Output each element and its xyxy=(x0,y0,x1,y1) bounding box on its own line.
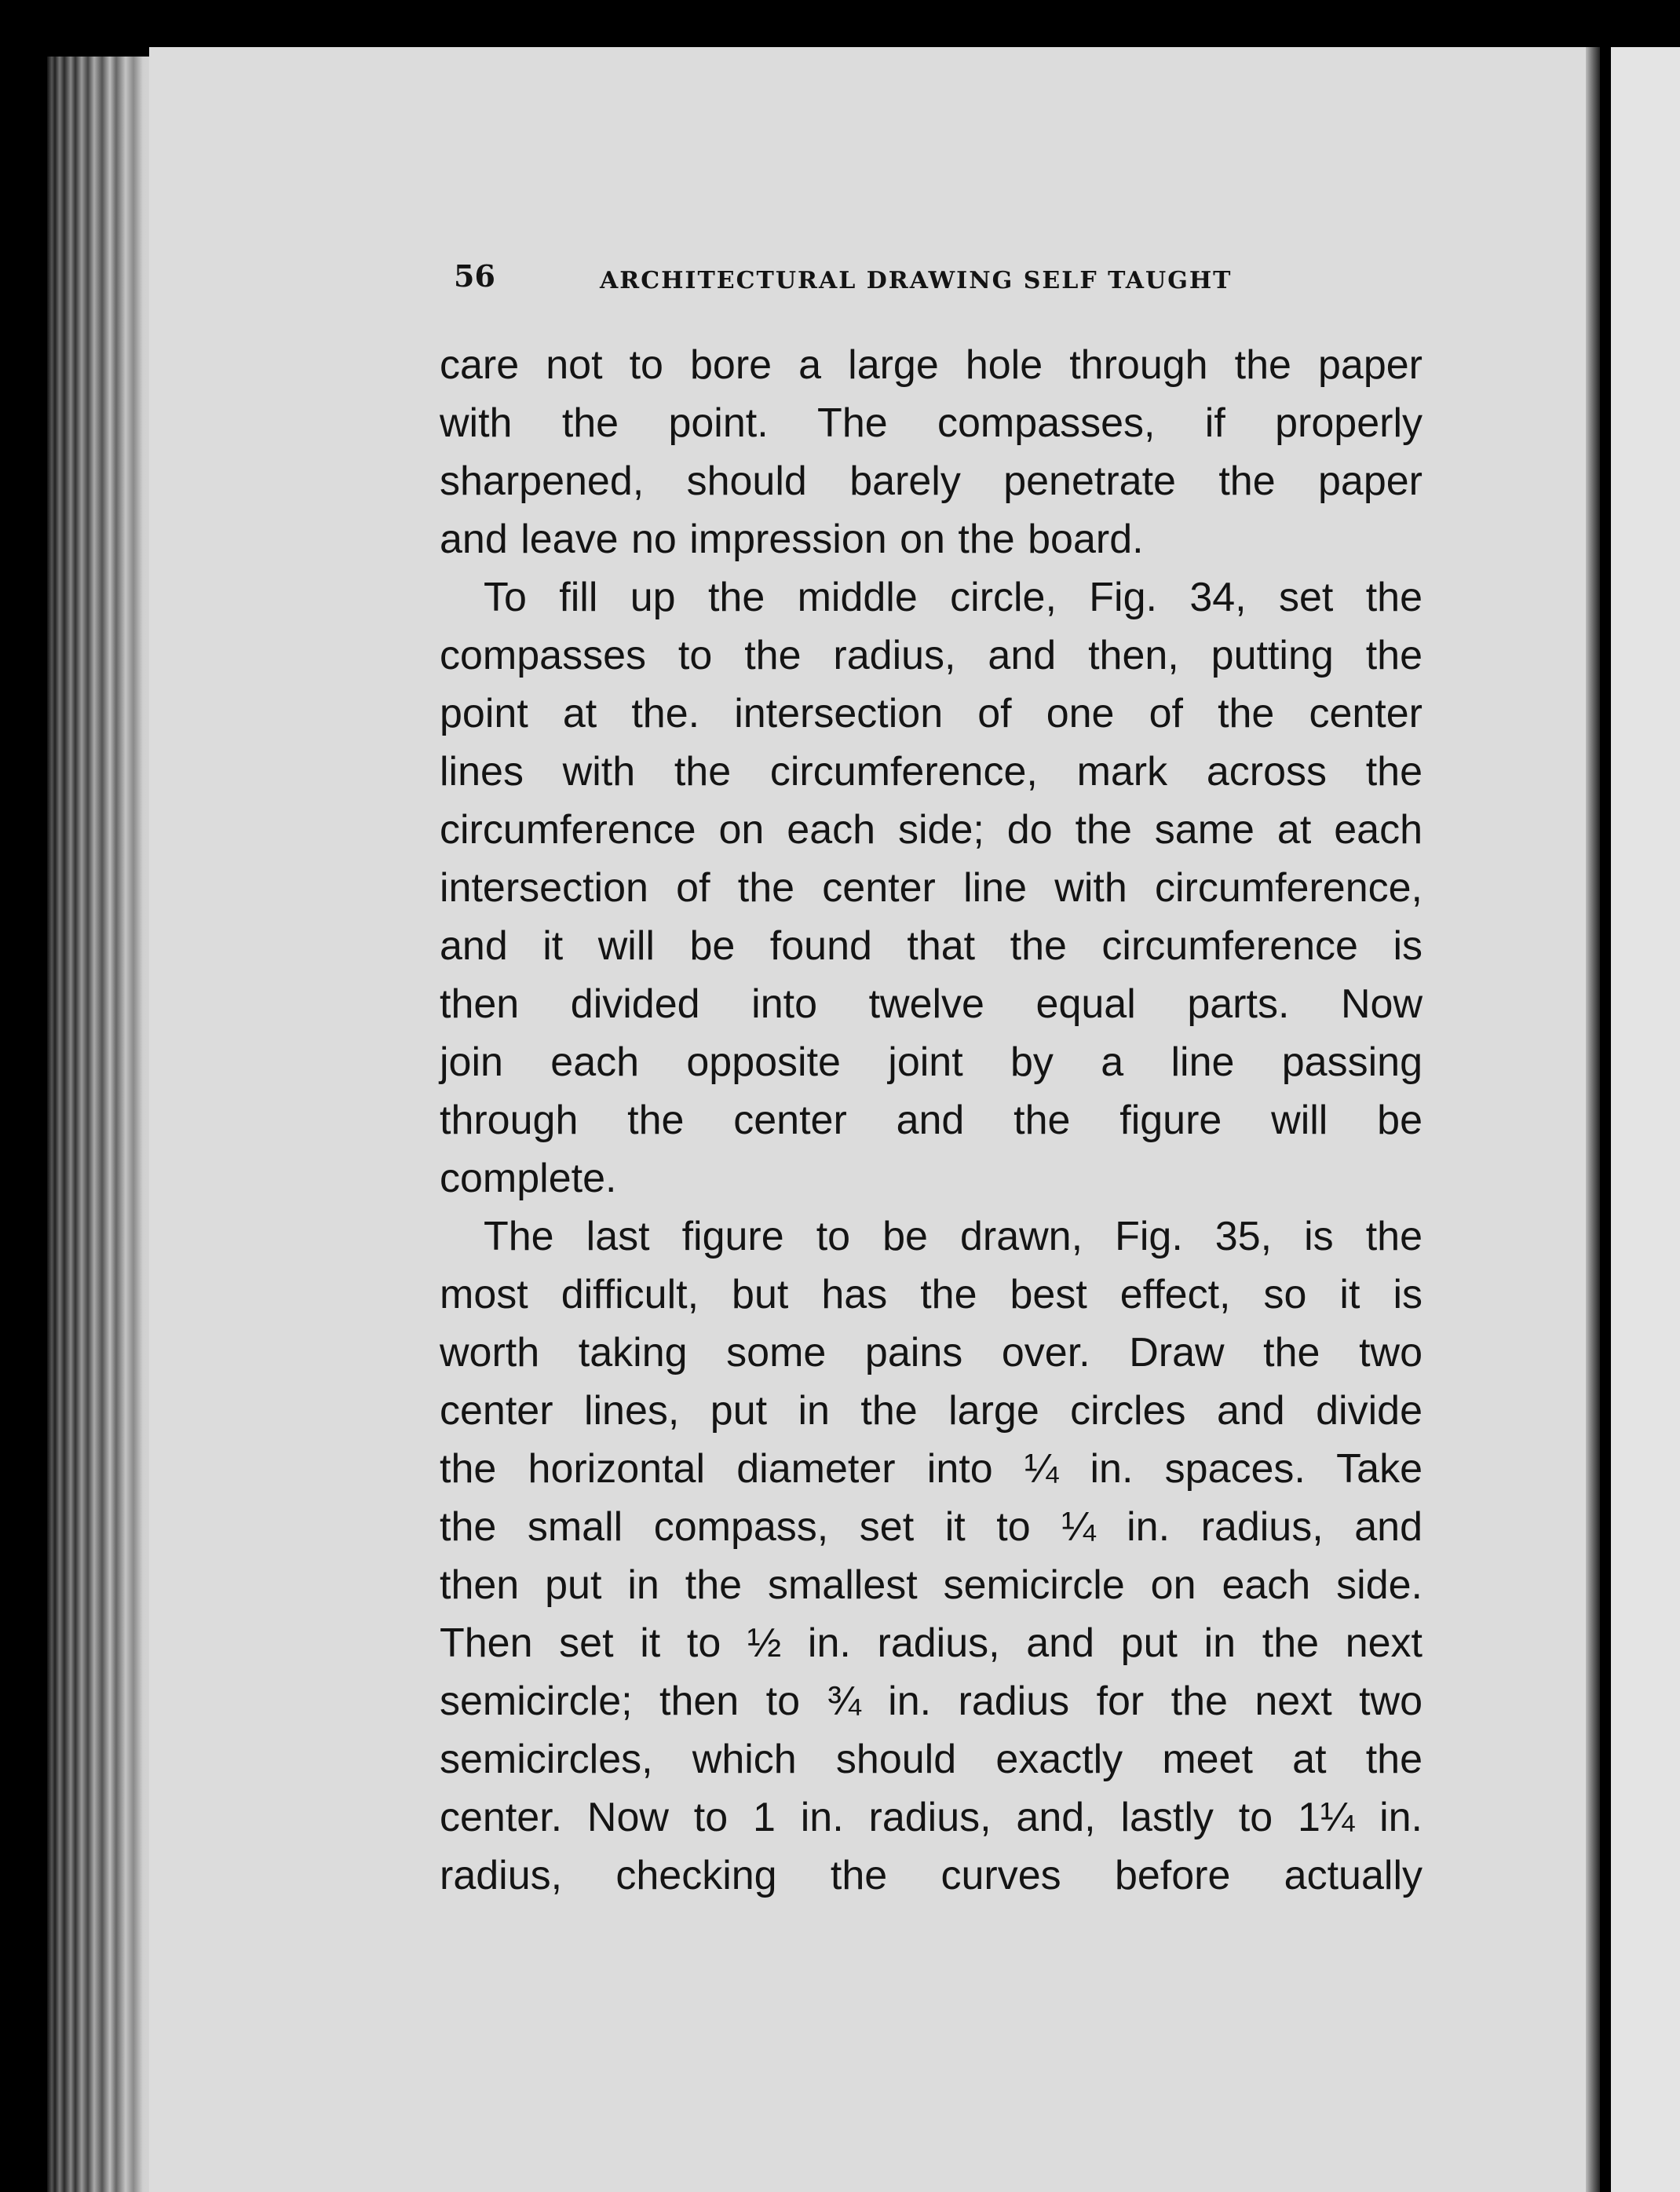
text-line: semicircle; then to ¾ in. radius for the next two xyxy=(440,1679,1423,1724)
page-header xyxy=(454,253,1286,300)
text-line: point at the. intersection of one of the center xyxy=(440,691,1423,736)
facing-page-edge xyxy=(1611,47,1680,2192)
text-line: the horizontal diameter into ¼ in. spaces. Take xyxy=(440,1446,1423,1492)
text-line: then divided into twelve equal parts. Now xyxy=(440,981,1423,1027)
page-number: 56 xyxy=(454,258,495,294)
text-line: compasses to the radius, and then, putting the xyxy=(440,633,1423,678)
text-line: semicircles, which should exactly meet at the xyxy=(440,1737,1423,1782)
text-line: Then set it to ½ in. radius, and put in the next xyxy=(440,1620,1423,1666)
text-line: complete. xyxy=(440,1156,617,1201)
text-line: then put in the smallest semicircle on each side. xyxy=(440,1562,1423,1608)
text-line: To fill up the middle circle, Fig. 34, set the xyxy=(484,575,1423,620)
page-edges xyxy=(47,57,157,2192)
text-line: center lines, put in the large circles and divide xyxy=(440,1388,1423,1434)
paragraph xyxy=(440,336,1423,568)
text-line: and it will be found that the circumference is xyxy=(440,923,1423,969)
text-line: care not to bore a large hole through the paper xyxy=(440,342,1423,388)
text-line: radius, checking the curves before actually xyxy=(440,1853,1423,1898)
body-text xyxy=(440,336,1423,1905)
text-line: and leave no impression on the board. xyxy=(440,517,1144,562)
text-line: lines with the circumference, mark across the xyxy=(440,749,1423,795)
text-line: with the point. The compasses, if properly xyxy=(440,400,1423,446)
paragraph xyxy=(440,1207,1423,1905)
text-line: circumference on each side; do the same at each xyxy=(440,807,1423,853)
paragraph xyxy=(440,568,1423,1207)
text-line: center. Now to 1 in. radius, and, lastly to 1¼ in. xyxy=(440,1795,1423,1840)
text-line: The last figure to be drawn, Fig. 35, is the xyxy=(484,1214,1423,1259)
text-line: worth taking some pains over. Draw the two xyxy=(440,1330,1423,1375)
text-line: through the center and the figure will be xyxy=(440,1098,1423,1143)
text-line: most difficult, but has the best effect, so it is xyxy=(440,1272,1423,1317)
running-head: ARCHITECTURAL DRAWING SELF TAUGHT xyxy=(600,267,1233,294)
text-line: join each opposite joint by a line passing xyxy=(440,1039,1423,1085)
text-line: intersection of the center line with circumference, xyxy=(440,865,1423,911)
text-line: sharpened, should barely penetrate the paper xyxy=(440,458,1423,504)
text-line: the small compass, set it to ¼ in. radius, and xyxy=(440,1504,1423,1550)
gutter-shadow xyxy=(1586,47,1600,2192)
